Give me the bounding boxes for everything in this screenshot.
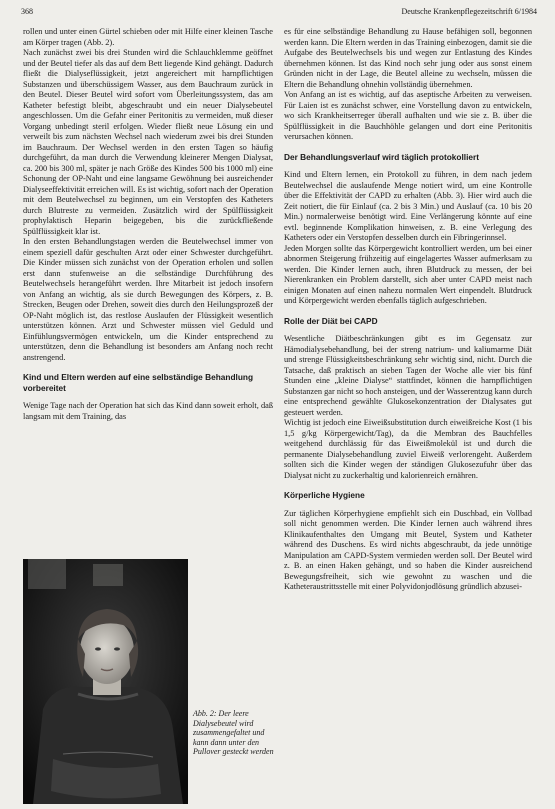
figure: [23, 559, 273, 804]
child-photo: [23, 559, 188, 804]
section-heading: Der Behandlungsverlauf wird täglich protokolliert: [284, 151, 480, 162]
page-number: 368: [21, 7, 33, 16]
paragraph: In den ersten Behandlungstagen werden die Beutelwechsel immer von einem speziell dafür geschulten Arzt oder einer Schwester durchgeführt. Die Kinder müssen sich zunächst von der Operation erholen und sollen erst dann stufenweise an die selbständige Durchführung des Beutelwechsels herangeführt werden. Ihre Mitarbeit ist jedoch insofern von Anfang an wichtig, als sie durch Bewegungen des Körpers, z. B. Strecken, Beugen oder Drehen, soweit dies durch den Heilungsprozeß der OP-Naht möglich ist, das restlose Auslaufen der Flüssigkeit wesentlich unterstützen können. Arzt und Schwester müssen viel Geduld und Einfühlungsvermögen entwickeln, um die Kinder entsprechend zu unterstützen, denn die Behandlung ist besonders am Anfang noch recht anstrengend.: [23, 237, 273, 362]
journal-title: Deutsche Krankenpflegezeitschrift 6/1984: [401, 7, 537, 16]
paragraph: Jeden Morgen sollte das Körpergewicht kontrolliert werden, um bei einer abnormen Steigerung frühzeitig auf eingelagertes Wasser aufmerksam zu werden. Die Kinder lernen auch, ihren Blutdruck zu messen, der bei Nierenkranken ein Problem darstellt, sich aber unter CAPD meist nach einigen Monaten auf einen nahezu normalen Wert einpendelt. Blutdruck und Körpergewicht werden ebenfalls täglich aufgeschrieben.: [284, 243, 532, 305]
right-column: [284, 27, 532, 593]
child-photo-illustration: [23, 559, 188, 804]
section-heading: Körperliche Hygiene: [284, 490, 365, 500]
section-heading: Rolle der Diät bei CAPD: [284, 315, 378, 326]
paragraph: Von Anfang an ist es wichtig, auf das aseptische Arbeiten zu verweisen. Für Laien ist es zunächst schwer, eine Vorstellung davon zu entwickeln, wo sich Krankheitserreger überall aufhalten und wie sie z. B. über die Spülflüssigkeit in die Bauchhöhle gelangen und dort eine Peritonitis verursachen können.: [284, 90, 532, 141]
paragraph: es für eine selbständige Behandlung zu Hause befähigen soll, begonnen werden kann. Die Eltern werden in das Training einbezogen, damit sie die Aufgabe des Beutelwechsels bis und wegen zur Entlastung des Kindes übernehmen können. Ist das Kind noch sehr jung oder aus sonst einem Gründen nicht in der Lage, die Beutel alleine zu wechseln, müssen die Eltern die Behandlung ohnehin vollständig übernehmen.: [284, 27, 532, 89]
paragraph: Wenige Tage nach der Operation hat sich das Kind dann soweit erholt, daß langsam mit dem Training, das: [23, 401, 273, 421]
section-heading: Kind und Eltern werden auf eine selbständige Behandlung vorbereitet: [23, 372, 254, 393]
paragraph: Wichtig ist jedoch eine Eiweißsubstitution durch eiweißreiche Kost (1 bis 1,5 g/kg Körpergewicht/Tag), da die Membran des Bauchfelles weitgehend durchlässig für das Eiweißmolekül ist und durch die permanente Dialysebehandlung zuviel Eiweiß verlorengeht. Außerdem sollten sich die Kinder wegen der ständigen Glukosezufuhr über das Dialysat nicht zu zuckerhaltig und kalorienreich ernähren.: [284, 418, 532, 480]
paragraph: rollen und unter einen Gürtel schieben oder mit Hilfe einer kleinen Tasche am Körper tragen (Abb. 2).: [23, 27, 273, 47]
left-column: [23, 27, 273, 422]
page-header: [0, 5, 555, 19]
paragraph: Wesentliche Diätbeschränkungen gibt es im Gegensatz zur Hämodialysebehandlung, bei der streng natrium- und kaliumarme Diät und strenge Flüssigkeitsbeschränkung sehr wichtig sind, nicht. Durch die Tatsache, daß praktisch an sieben Tagen der Woche alle vier bis fünf Stunden eine „kleine Dialyse“ stattfindet, können die harnpflichtigen Substanzen gar nicht so hoch ansteigen, und der Wasserentzug kann durch eine entsprechend gewählte Glukosekonzentration der Dialysates gut gesteuert werden.: [284, 334, 532, 417]
paragraph: Nach zunächst zwei bis drei Stunden wird die Schlauchklemme geöffnet und der Beutel tiefer als das auf dem Bett liegende Kind gehängt. Dadurch fließt die Dialyseflüssigkeit, jetzt angereichert mit harnpflichtigen Substanzen und überschüssigem Wasser, aus dem Bauchraum zurück in den Beutel. Dieser Beutel wird sofort vom Überleitungssystem, das am Katheter befestigt bleibt, abgeschraubt und ein neuer Dialysebeutel angeschlossen. Um die Gefahr einer Peritonitis zu vermeiden, muß dieser Vorgang unbedingt steril erfolgen. Wieder fließt neue Lösung ein und verweilt bis zum nächsten Wechsel nach wiederum zwei bis drei Stunden im Bauchraum. Der Wechsel werden in den ersten Tagen so häufig durchgeführt, da man durch die Verwendung kleinerer Mengen Dialysat, ca. 200 bis 300 ml, später je nach Größe des Kindes 500 bis 1000 ml) eine Schonung der OP-Naht und eine langsame Gewöhnung bei ausreichender Dialyseeffektivität erreichen will. Es ist wichtig, sofort nach der Operation mit dem Beutelwechsel zu beginnen, um ein Verstopfen des Katheters durch Blutreste zu vermeiden. Zusätzlich wird der Spülflüssigkeit prophylaktisch Heparin beigegeben, bis die zurückfließende Spülflüssigkeit klar ist.: [23, 48, 273, 236]
figure-caption: Abb. 2: Der leere Dialysebeutel wird zusammengefaltet und kann dann unter den Pullover gesteckt werden: [193, 709, 274, 757]
paragraph: Zur täglichen Körperhygiene empfiehlt sich ein Duschbad, ein Vollbad soll nicht genommen werden. Die Kinder lernen auch während ihres Klinikaufenthaltes den Umgang mit Beutel, System und Katheter während des Duschens. Es wird nichts abgeschraubt, da jede unnötige Manipulation am CAPD-System vermieden werden soll. Der Beutel wird z. B. an einen Haken gehängt, und so haben die Kinder ausreichend Bewegungsfreiheit, sich wie gewohnt zu waschen und die Katheteraustrittsstelle mit einer Polyvidonjodlösung gründlich abzusei-: [284, 508, 532, 591]
paragraph: Kind und Eltern lernen, ein Protokoll zu führen, in dem nach jedem Beutelwechsel die auslaufende Menge notiert wird, um eine Kontrolle über die Effektivität der CAPD zu erhalten (Abb. 3). Hier wird auch die Zeit notiert, die für Einlauf (ca. 2 bis 3 Min.) und Auslauf (ca. 10 bis 20 Min.) normalerweise benötigt wird. Eine Verlängerung könnte auf eine evtl. beginnende Komplikation hinweisen, z. B. eine Verlegung des Katheters oder ein Verstopfen desselben durch ein Fibringerinnsel.: [284, 170, 532, 242]
